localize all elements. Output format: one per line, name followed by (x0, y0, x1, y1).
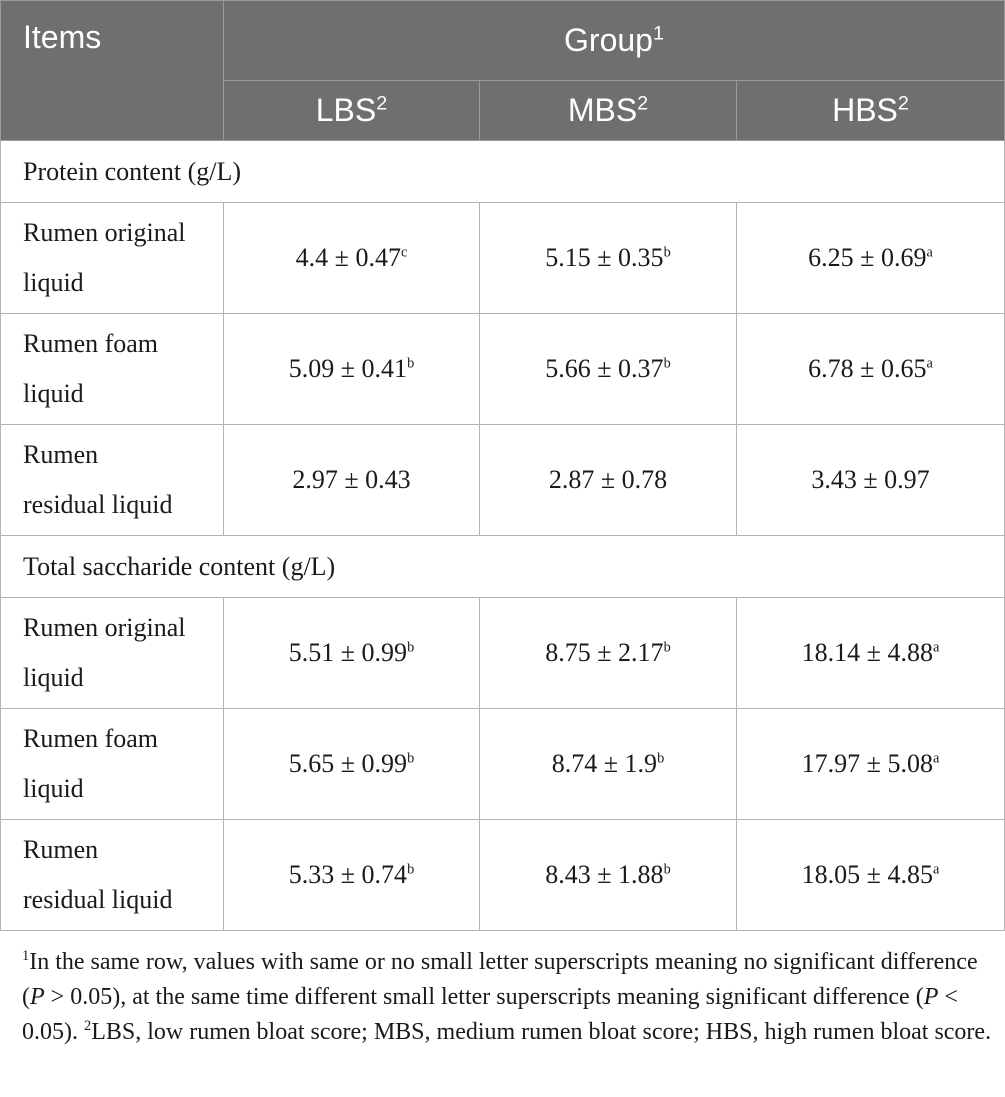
value-cell-mbs: 8.43 ± 1.88$^b$ (480, 820, 737, 931)
table-footnote: $^1$In the same row, values with same or no small letter superscripts meaning no significant difference (P > 0.05), at the same time different small letter superscripts meaning significant difference (P < 0.05). $^2$LBS, low rumen bloat score; MBS, medium rumen bloat score; HBS, high rumen bloat score. (22, 948, 992, 1045)
value-cell-hbs: 6.78 ± 0.65$^a$ (737, 314, 1005, 425)
value-cell-mbs: 2.87 ± 0.78 (480, 425, 737, 536)
value-cell-hbs: 6.25 ± 0.69$^a$ (737, 203, 1005, 314)
section-row-saccharide (1, 536, 1005, 598)
table-body (1, 141, 1005, 931)
value-cell-lbs: 5.33 ± 0.74$^b$ (224, 820, 480, 931)
table-row (1, 598, 1005, 709)
items-header: Items (1, 1, 224, 141)
value-cell-lbs: 5.09 ± 0.41$^b$ (224, 314, 480, 425)
row-label: Rumen foam liquid (1, 709, 224, 820)
row-label: Rumen residual liquid (1, 820, 224, 931)
value-cell-lbs: 4.4 ± 0.47$^c$ (224, 203, 480, 314)
value-cell-lbs: 5.51 ± 0.99$^b$ (224, 598, 480, 709)
value-cell-mbs: 8.75 ± 2.17$^b$ (480, 598, 737, 709)
value-cell-lbs: 2.97 ± 0.43 (224, 425, 480, 536)
value-cell-hbs: 17.97 ± 5.08$^a$ (737, 709, 1005, 820)
column-header-hbs: HBS$^2$ (737, 81, 1005, 141)
row-label: Rumen original liquid (1, 203, 224, 314)
group-header: Group$^1$ (224, 1, 1005, 81)
table-row (1, 820, 1005, 931)
section-title: Protein content (g/L) (1, 141, 1005, 203)
table-row (1, 203, 1005, 314)
section-title: Total saccharide content (g/L) (1, 536, 1005, 598)
row-label: Rumen foam liquid (1, 314, 224, 425)
value-cell-hbs: 18.14 ± 4.88$^a$ (737, 598, 1005, 709)
column-header-mbs: MBS$^2$ (480, 81, 737, 141)
value-cell-hbs: 18.05 ± 4.85$^a$ (737, 820, 1005, 931)
table-row (1, 314, 1005, 425)
value-cell-lbs: 5.65 ± 0.99$^b$ (224, 709, 480, 820)
value-cell-hbs: 3.43 ± 0.97 (737, 425, 1005, 536)
row-label: Rumen residual liquid (1, 425, 224, 536)
column-header-lbs: LBS$^2$ (224, 81, 480, 141)
table-header (1, 1, 1005, 141)
value-cell-mbs: 8.74 ± 1.9$^b$ (480, 709, 737, 820)
row-label: Rumen original liquid (1, 598, 224, 709)
table-row (1, 425, 1005, 536)
value-cell-mbs: 5.66 ± 0.37$^b$ (480, 314, 737, 425)
section-row-protein (1, 141, 1005, 203)
table-row (1, 709, 1005, 820)
value-cell-mbs: 5.15 ± 0.35$^b$ (480, 203, 737, 314)
